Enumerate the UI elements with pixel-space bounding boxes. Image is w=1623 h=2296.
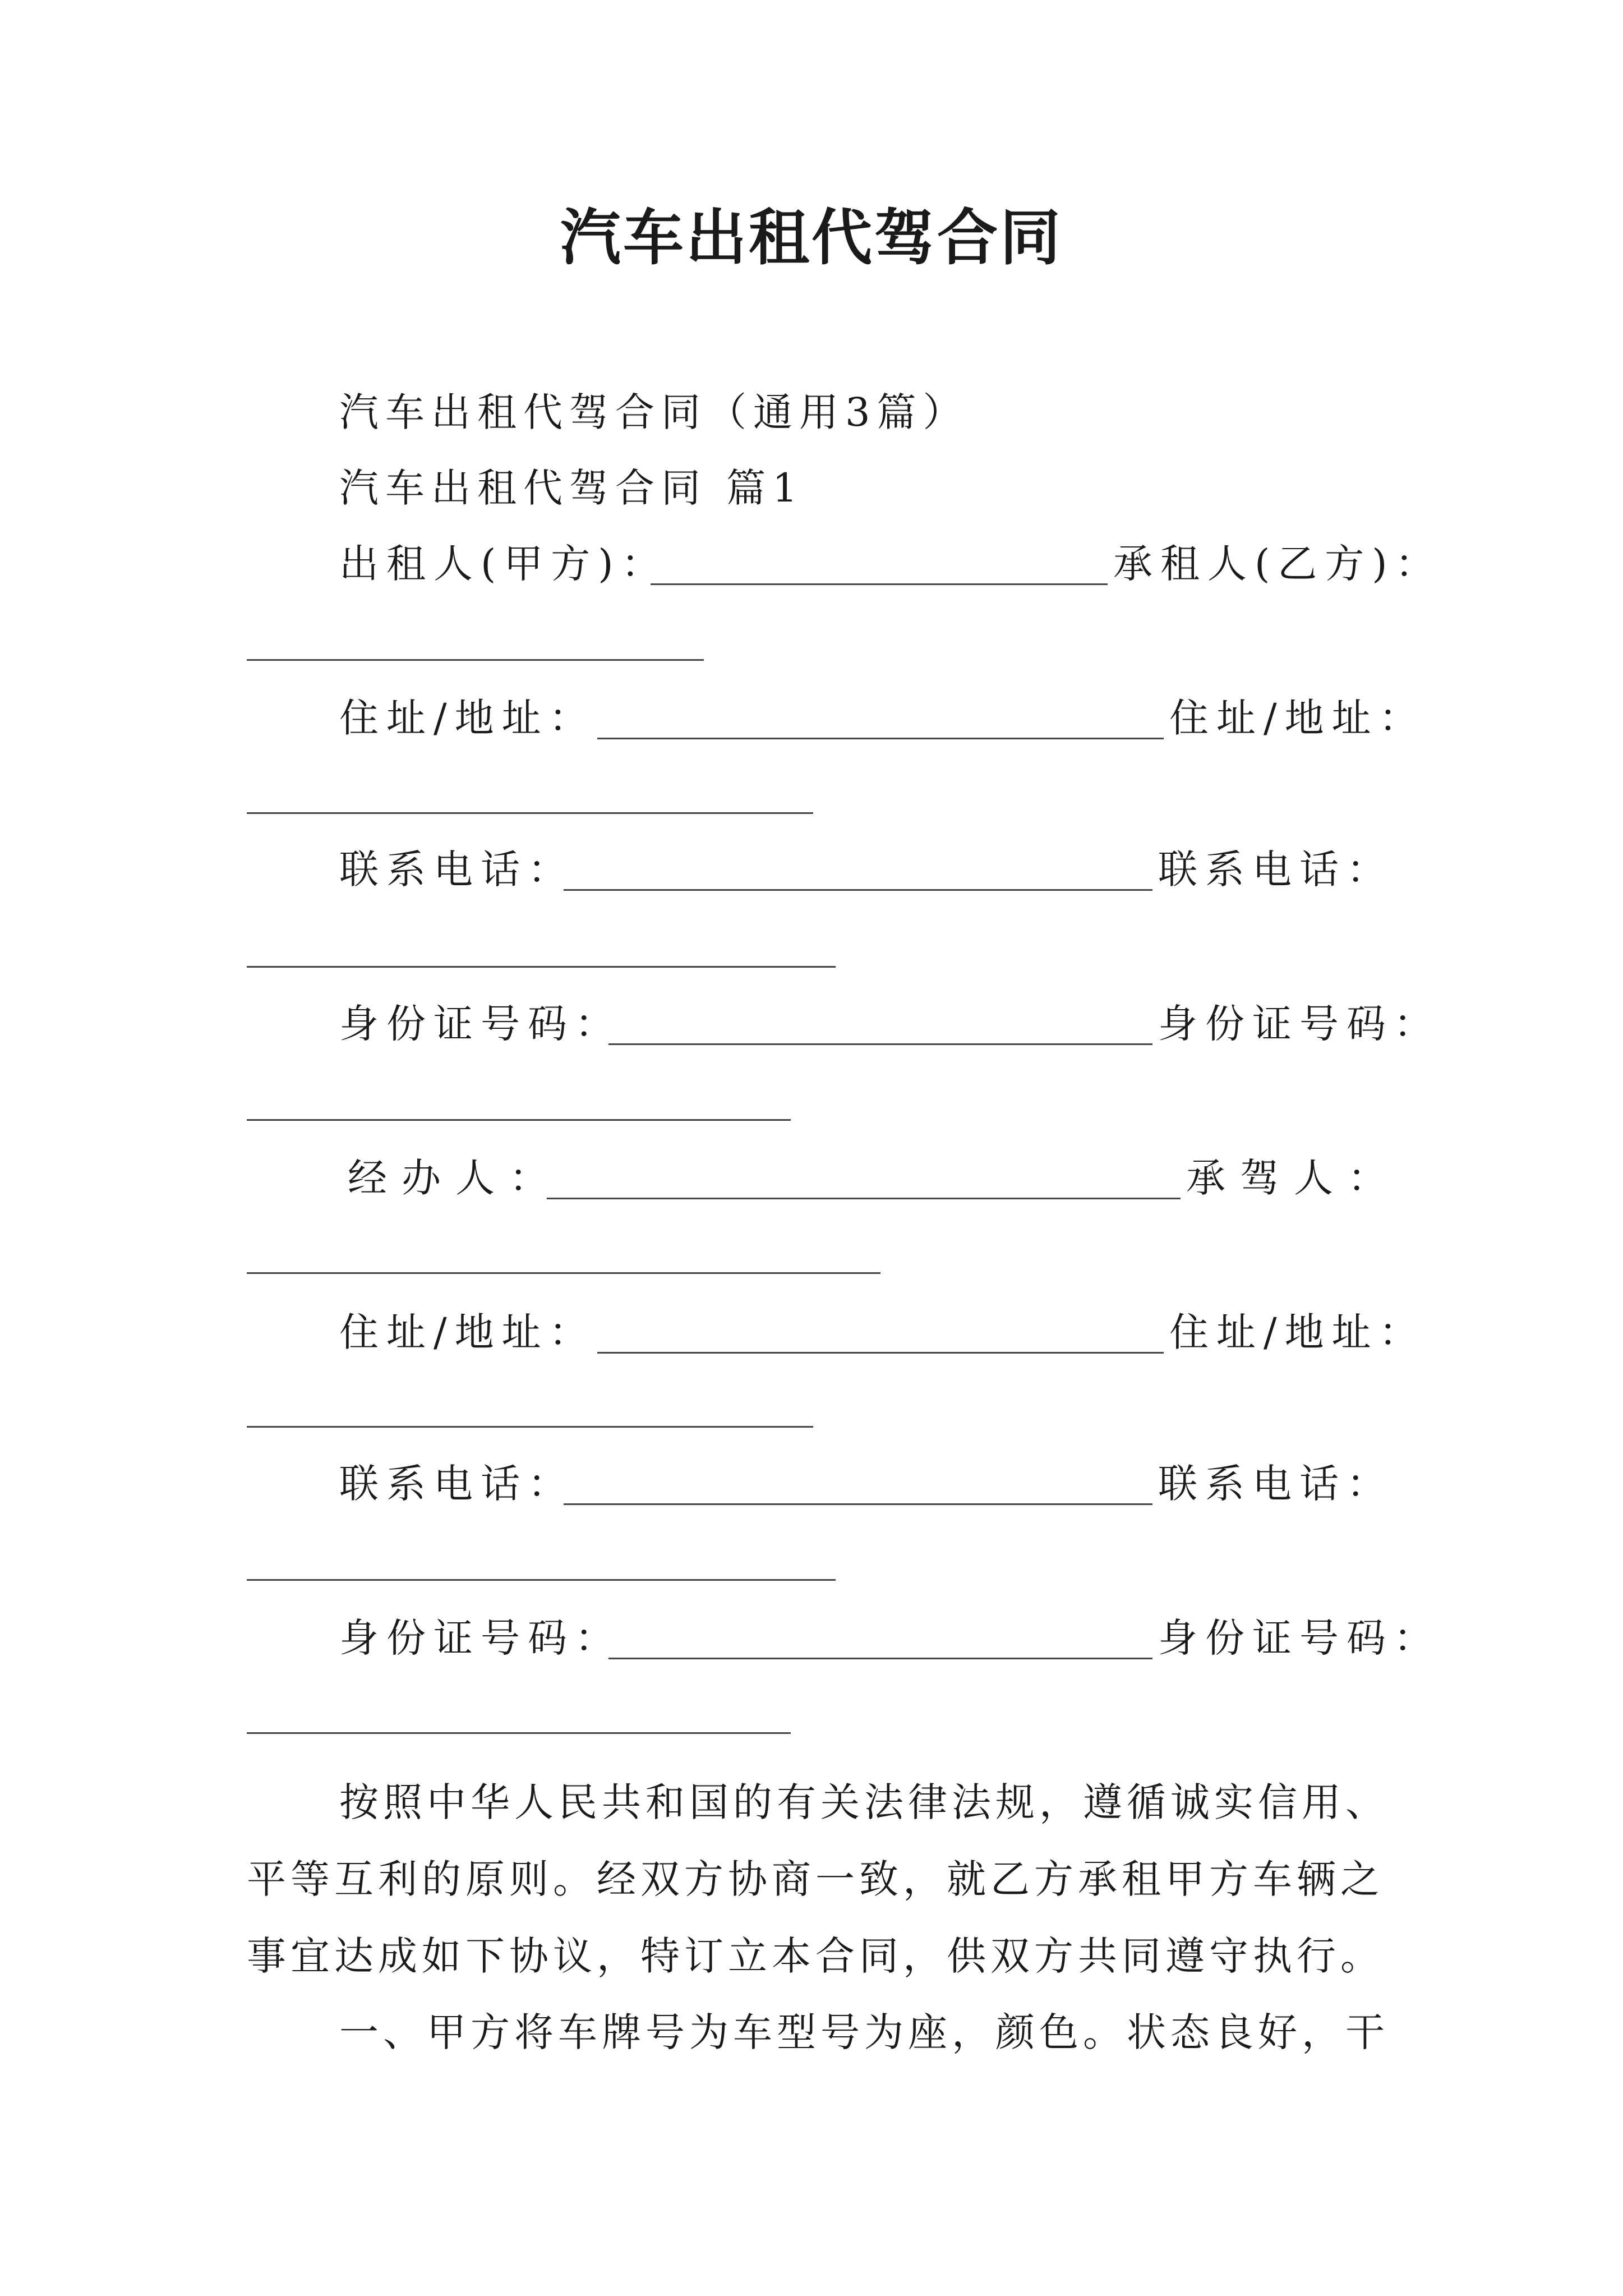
clause-1-text: 一、甲方将车牌号为车型号为座，颜色。状态良好，干 bbox=[339, 2009, 1389, 2055]
field-label-left: 住址/地址： bbox=[339, 1309, 596, 1355]
field-label-right: 住址/地址： bbox=[1169, 1309, 1426, 1355]
field-row-phone-2 bbox=[339, 1461, 1399, 1515]
field-row-id-number bbox=[339, 1001, 1441, 1055]
field-label-left: 联系电话： bbox=[339, 1461, 575, 1507]
intro-paragraph-text: 按照中华人民共和国的有关法律法规，遵循诚实信用、平等互利的原则。经双方协商一致，就乙方承租甲方车辆之事宜达成如下协议，特订立本合同，供双方共同遵守执行。 bbox=[247, 1779, 1389, 1979]
field-blank-left bbox=[597, 1352, 1164, 1354]
field-label-right: 联系电话： bbox=[1158, 846, 1394, 892]
field-label-left: 联系电话： bbox=[339, 846, 575, 892]
field-blank-left bbox=[597, 738, 1164, 739]
field-blank-left bbox=[564, 889, 1152, 891]
field-blank-left bbox=[608, 1043, 1152, 1045]
field-label-left: 经办人： bbox=[348, 1155, 563, 1201]
field-blank-right bbox=[247, 1272, 880, 1274]
field-label-right: 身份证号码： bbox=[1158, 1615, 1441, 1661]
field-row-lessor bbox=[339, 541, 1442, 595]
intro-paragraph bbox=[247, 1764, 1396, 1995]
field-blank-left bbox=[651, 583, 1108, 585]
field-blank-right bbox=[247, 966, 836, 968]
field-row-address bbox=[339, 695, 1426, 749]
field-label-right: 承驾人： bbox=[1186, 1155, 1401, 1201]
field-label-left: 身份证号码： bbox=[339, 1001, 622, 1047]
field-label-right: 联系电话： bbox=[1158, 1461, 1394, 1507]
field-label-right: 住址/地址： bbox=[1169, 695, 1426, 741]
field-blank-right bbox=[247, 812, 813, 814]
field-blank-left bbox=[564, 1503, 1152, 1505]
field-blank-left bbox=[608, 1658, 1152, 1659]
field-blank-right bbox=[247, 659, 704, 661]
clause-1 bbox=[247, 1994, 1396, 2071]
field-blank-left bbox=[547, 1198, 1181, 1199]
field-row-id-number-2 bbox=[339, 1615, 1441, 1669]
field-blank-right bbox=[247, 1119, 791, 1121]
field-row-address-2 bbox=[339, 1309, 1426, 1363]
document-title: 汽车出租代驾合同 bbox=[560, 203, 1063, 273]
field-label-left: 出租人(甲方)： bbox=[339, 541, 668, 587]
field-row-phone bbox=[339, 846, 1399, 900]
field-blank-right bbox=[247, 1426, 813, 1428]
field-row-agent bbox=[339, 1155, 1401, 1209]
field-label-left: 身份证号码： bbox=[339, 1615, 622, 1661]
field-blank-right bbox=[247, 1579, 836, 1581]
field-label-right: 承租人(乙方)： bbox=[1113, 541, 1442, 587]
document-subtitle: 汽车出租代驾合同（通用3篇） bbox=[339, 389, 969, 435]
field-blank-right bbox=[247, 1732, 791, 1734]
field-label-right: 身份证号码： bbox=[1158, 1001, 1441, 1047]
section-heading: 汽车出租代驾合同 篇1 bbox=[339, 465, 804, 511]
field-label-left: 住址/地址： bbox=[339, 695, 596, 741]
